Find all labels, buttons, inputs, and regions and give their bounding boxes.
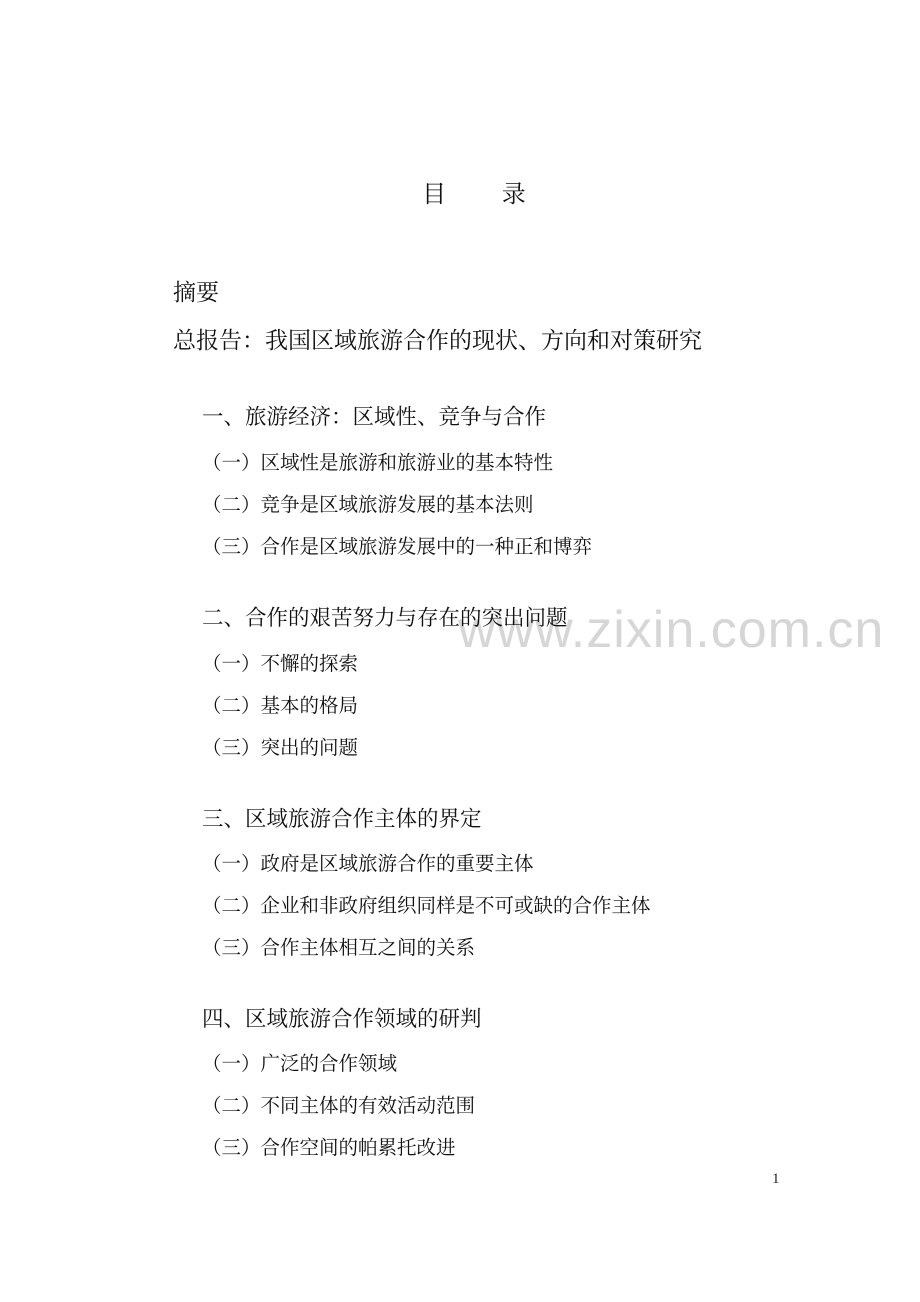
subsection-item: （二）不同主体的有效活动范围 — [202, 1094, 476, 1117]
section-heading: 四、区域旅游合作领域的研判 — [202, 1007, 482, 1032]
subsection-item: （三）合作是区域旅游发展中的一种正和博弈 — [202, 535, 593, 558]
subsection-item: （一）政府是区域旅游合作的重要主体 — [202, 852, 534, 875]
subsection-item: （三）合作空间的帕累托改进 — [202, 1136, 456, 1159]
toc-title: 目 录 — [422, 180, 550, 208]
abstract-entry: 摘要 — [173, 280, 219, 306]
subsection-item: （二）企业和非政府组织同样是不可或缺的合作主体 — [202, 894, 651, 917]
subsection-item: （二）基本的格局 — [202, 694, 359, 717]
subsection-item: （一）广泛的合作领域 — [202, 1052, 398, 1075]
page-number: 1 — [772, 1171, 780, 1187]
section-heading: 三、区域旅游合作主体的界定 — [202, 807, 482, 832]
subsection-item: （一）不懈的探索 — [202, 652, 359, 675]
section-heading: 一、旅游经济：区域性、竞争与合作 — [202, 405, 547, 430]
subsection-item: （三）合作主体相互之间的关系 — [202, 936, 476, 959]
section-heading: 二、合作的艰苦努力与存在的突出问题 — [202, 606, 568, 631]
subsection-item: （一）区域性是旅游和旅游业的基本特性 — [202, 451, 554, 474]
subsection-item: （三）突出的问题 — [202, 736, 359, 759]
report-title-entry: 总报告：我国区域旅游合作的现状、方向和对策研究 — [173, 328, 702, 354]
subsection-item: （二）竞争是区域旅游发展的基本法则 — [202, 493, 534, 516]
watermark: www.zixin.com.cn — [458, 601, 885, 659]
